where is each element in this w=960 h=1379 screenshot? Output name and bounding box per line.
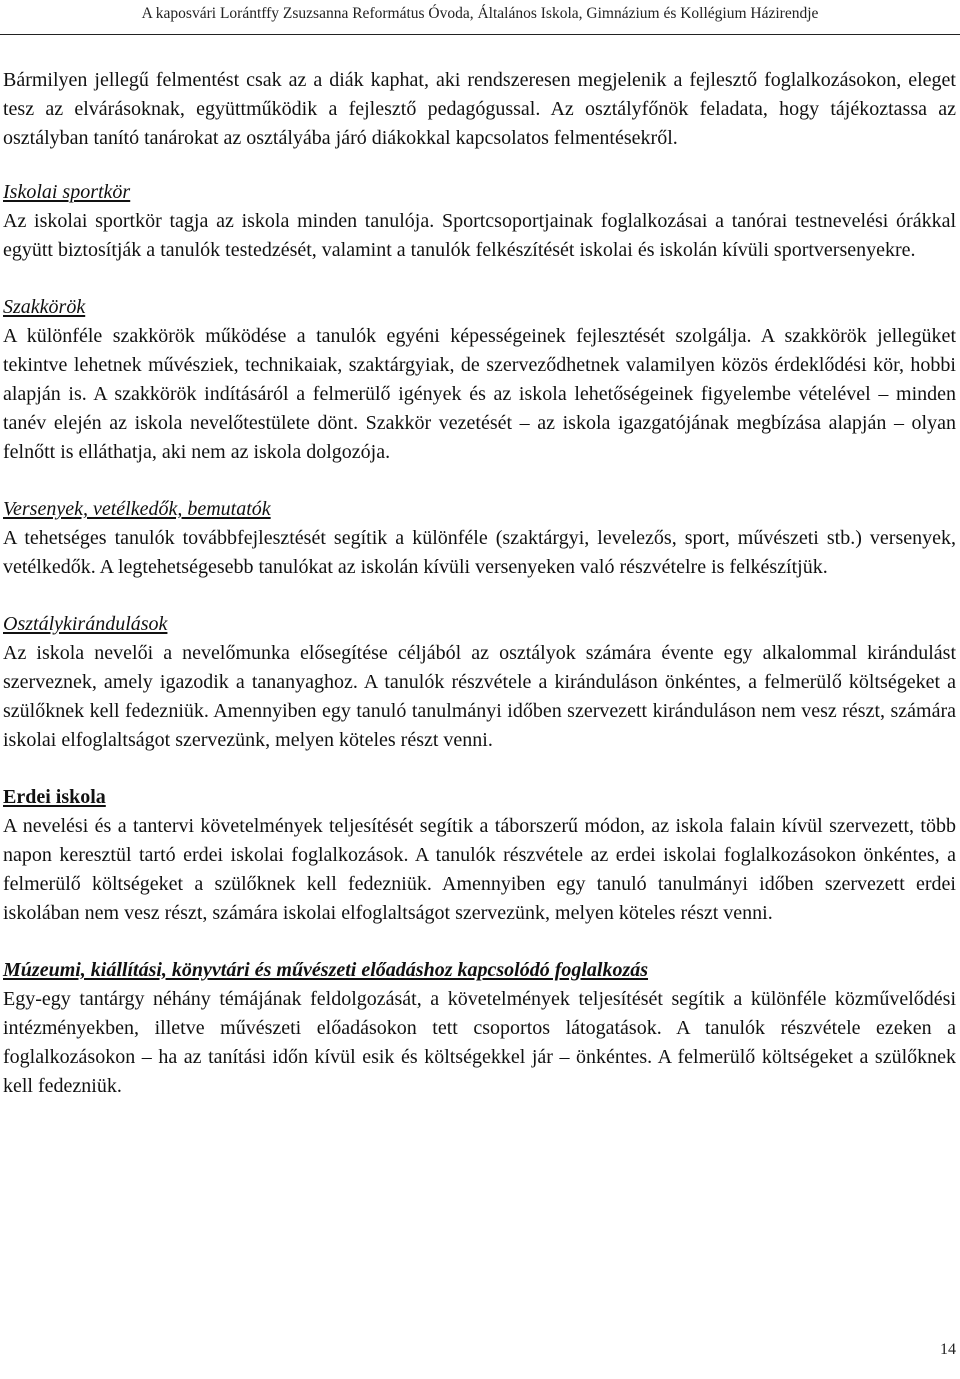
section-paragraph-muzeumi-foglalkozas: Egy-egy tantárgy néhány témájának feldolgozását, a követelmények teljesítését segítik a különféle közművelődési intézményekben, illetve művészeti előadásokon tett csoportos látogatások. A tanulók részvétele ezeken a foglalkozásokon – ha az tanítási időn kívül esik és költségekkel jár – önkéntes. A felmerülő költségeket a szülőknek kell fedezniük. (3, 988, 956, 1097)
section-heading-muzeumi-foglalkozas: Múzeumi, kiállítási, könyvtári és művészeti előadáshoz kapcsolódó foglalkozás (3, 959, 649, 981)
section-paragraph-versenyek: A tehetséges tanulók továbbfejlesztését segítik a különféle (szaktárgyi, levelezős, sport, művészeti stb.) versenyek, vetélkedők. A legtehetségesebb tanulókat az iskolán kívüli versenyeken való részvételre is felkészítjük. (3, 527, 956, 578)
section-osztalykirandulasok (3, 610, 956, 755)
section-erdei-iskola (3, 783, 956, 928)
section-paragraph-erdei-iskola: A nevelési és a tantervi követelmények teljesítését segítik a táborszerű módon, az iskola falain kívül szervezett, több napon keresztül tartó erdei iskolai foglalkozások. A tanulók részvétele az erdei iskolai foglalkozásokon önkéntes, a felmerülő költségeket a szülőknek kell fedezniük. Amennyiben egy tanuló tanulmányi időben szervezett erdei iskolában nem vesz részt, számára iskolai elfoglaltságot szervezünk, melyen köteles részt venni. (3, 815, 956, 924)
section-muzeumi-foglalkozas (3, 956, 956, 1101)
section-iskolai-sportkor (3, 178, 956, 265)
section-heading-versenyek: Versenyek, vetélkedők, bemutatók (3, 498, 271, 520)
intro-section (3, 66, 956, 153)
page-header-title: A kaposvári Lorántffy Zsuzsanna Református Óvoda, Általános Iskola, Gimnázium és Kollégium Házirendje (141, 5, 819, 22)
page-number: 14 (940, 1341, 956, 1358)
section-szakkorok (3, 293, 956, 467)
section-paragraph-osztalykirandulasok: Az iskola nevelői a nevelőmunka elősegítése céljából az osztályok számára évente egy alkalommal kirándulást szerveznek, amely igazodik a tananyaghoz. A tanulók részvétele a kiránduláson önkéntes, a felmerülő költségeket a szülőknek kell fedezniük. Amennyiben egy tanuló tanulmányi időben szervezett kiránduláson nem vesz részt, számára iskolai elfoglaltságot szervezünk, melyen köteles részt venni. (3, 642, 956, 751)
section-heading-erdei-iskola: Erdei iskola (3, 786, 106, 808)
intro-paragraph: Bármilyen jellegű felmentést csak az a diák kaphat, aki rendszeresen megjelenik a fejlesztő foglalkozásokon, eleget tesz az elvárásoknak, együttműködik a fejlesztő pedagógussal. Az osztályfőnök feladata, hogy tájékoztassa az osztályban tanító tanárokat az osztályába járó diákokkal kapcsolatos felmentésekről. (3, 69, 956, 149)
section-heading-iskolai-sportkor: Iskolai sportkör (3, 181, 131, 203)
section-heading-szakkorok: Szakkörök (3, 296, 86, 318)
section-versenyek (3, 495, 956, 582)
document-body (3, 66, 956, 1101)
section-heading-osztalykirandulasok: Osztálykirándulások (3, 613, 168, 635)
section-paragraph-iskolai-sportkor: Az iskolai sportkör tagja az iskola minden tanulója. Sportcsoportjainak foglalkozásai a tanórai testnevelési órákkal együtt biztosítják a tanulók testedzését, valamint a tanulók felkészítését iskolai és iskolán kívüli sportversenyekre. (3, 210, 956, 261)
header-divider (0, 34, 960, 35)
section-paragraph-szakkorok: A különféle szakkörök működése a tanulók egyéni képességeinek fejlesztését szolgálja. A szakkörök jellegüket tekintve lehetnek művésziek, technikaiak, szaktárgyiak, de szerveződhetnek valamilyen közös érdeklődési kör, hobbi alapján is. A szakkörök indításáról a felmerülő igények és az iskola lehetőségeinek figyelembe vételével – minden tanév elején az iskola nevelőtestülete dönt. Szakkör vezetését – az iskola igazgatójának megbízása alapján – olyan felnőtt is elláthatja, aki nem az iskola dolgozója. (3, 325, 956, 463)
